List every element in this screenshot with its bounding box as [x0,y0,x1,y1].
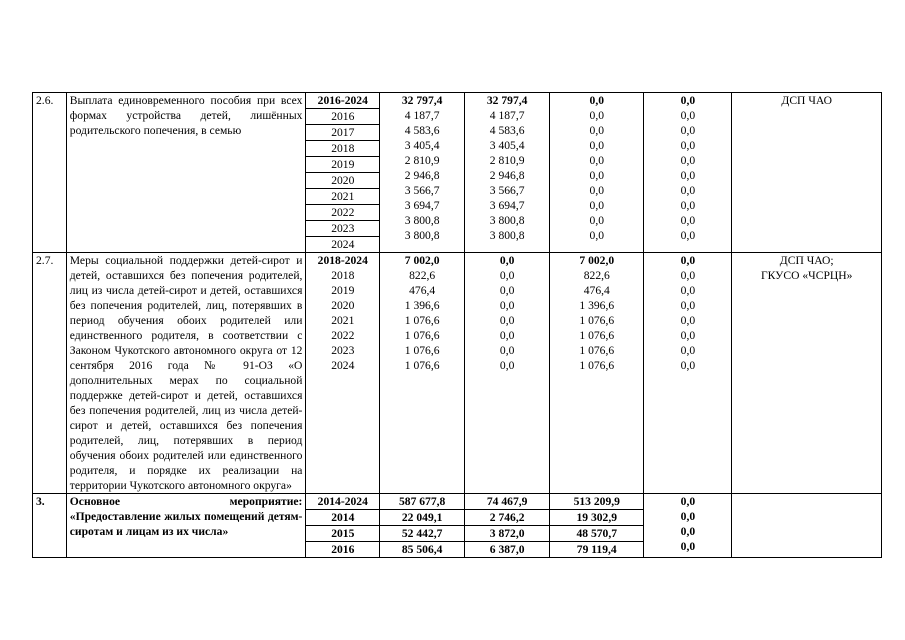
year-cell: 2019 [306,157,379,173]
year-cell: 2015 [306,526,379,542]
year-cell: 2018-2024 [317,254,368,267]
value-cell: 0,0 [680,254,696,267]
value-cell: 3 800,8 [404,229,440,242]
value-cell: 0,0 [680,184,696,197]
value-cell: 0,0 [680,124,696,137]
value-cell: 32 797,4 [401,94,443,107]
value-cell: 0,0 [680,525,696,538]
year-cell: 2022 [306,205,379,221]
other-column [644,494,732,558]
value-cell: 1 396,6 [579,299,615,312]
year-cell: 2022 [331,329,355,342]
value-cell: 52 442,7 [380,526,464,542]
value-cell: 0,0 [499,329,515,342]
item-description: Меры социальной поддержки детей-сирот и детей, оставшихся без попечения родителей, лиц из числа детей-сирот и детей, оставшихся без попечения родителей, лиц, потерявших в период обучения обоих родителей или единственного родителя, в соответствии с Законом Чукотского автономного округа от 12 сентября 2016 года № 91-ОЗ «О дополнительных мерах по социальной поддержке детей-сирот и детей, оставшихся без попечения родителей, лиц из числа детей-сирот и детей, оставшихся без попечения родителей, лиц, потерявших в период обучения обоих родителей или единственного родителя, и порядке их реализации на территории Чукотского автономного округа» [66,253,306,494]
value-cell: 0,0 [589,139,605,152]
value-cell: 0,0 [589,94,605,107]
year-cell: 2017 [306,125,379,141]
value-cell: 1 076,6 [579,344,615,357]
responsible-executor [732,494,882,558]
value-cell: 2 746,2 [465,510,549,526]
value-cell: 0,0 [680,94,696,107]
value-cell: 3 566,7 [489,184,525,197]
value-cell: 0,0 [680,229,696,242]
budget-table [32,92,882,558]
value-cell: 0,0 [499,254,515,267]
value-cell: 0,0 [499,314,515,327]
regional-column [550,93,644,253]
year-cell: 2016 [331,543,355,556]
item-number: 3. [33,494,67,558]
year-cell: 2020 [331,299,355,312]
value-cell: 0,0 [499,344,515,357]
value-cell: 0,0 [589,199,605,212]
value-cell: 0,0 [680,314,696,327]
year-cell: 2019 [331,284,355,297]
main-event-label: Основное мероприятие: [69,495,303,508]
value-cell: 4 187,7 [489,109,525,122]
federal-column [465,253,550,494]
value-cell: 0,0 [680,269,696,282]
regional-column [550,253,644,494]
other-column [644,93,732,253]
years-column [306,93,380,253]
regional-column [550,494,644,558]
value-cell: 0,0 [680,109,696,122]
value-cell: 0,0 [589,184,605,197]
value-cell: 0,0 [589,169,605,182]
value-cell: 1 076,6 [404,344,440,357]
value-cell: 79 119,4 [576,543,617,556]
table-row [33,93,882,253]
value-cell: 32 797,4 [486,94,528,107]
value-cell: 7 002,0 [404,254,440,267]
value-cell: 2 946,8 [404,169,440,182]
other-column [644,253,732,494]
years-column [306,253,380,494]
item-number: 2.6. [33,93,67,253]
value-cell: 2 946,8 [489,169,525,182]
value-cell: 0,0 [680,540,696,553]
value-cell: 74 467,9 [465,494,549,510]
year-cell: 2023 [331,344,355,357]
value-cell: 3 405,4 [489,139,525,152]
year-cell: 2024 [331,359,355,372]
value-cell: 0,0 [680,299,696,312]
federal-column [465,93,550,253]
total-column [380,253,465,494]
value-cell: 1 396,6 [404,299,440,312]
year-cell: 2014 [306,510,379,526]
year-cell: 2016-2024 [306,93,379,109]
item-description [66,494,306,558]
value-cell: 0,0 [680,139,696,152]
value-cell: 0,0 [499,299,515,312]
value-cell: 513 209,9 [550,494,643,510]
years-column [306,494,380,558]
value-cell: 3 872,0 [465,526,549,542]
year-cell: 2024 [331,238,355,251]
value-cell: 3 694,7 [489,199,525,212]
item-description: Выплата единовременного пособия при всех формах устройства детей, лишённых родительского попечения, в семью [66,93,306,253]
value-cell: 0,0 [589,214,605,227]
value-cell: 822,6 [583,269,610,282]
value-cell: 1 076,6 [579,359,615,372]
value-cell: 3 694,7 [404,199,440,212]
value-cell: 0,0 [589,124,605,137]
value-cell: 2 810,9 [489,154,525,167]
total-column [380,494,465,558]
value-cell: 85 506,4 [401,543,443,556]
value-cell: 48 570,7 [550,526,643,542]
year-cell: 2021 [331,314,355,327]
value-cell: 1 076,6 [404,359,440,372]
responsible-executor: ДСП ЧАО [732,93,882,253]
value-cell: 0,0 [589,109,605,122]
value-cell: 22 049,1 [380,510,464,526]
value-cell: 0,0 [680,214,696,227]
year-cell: 2018 [306,141,379,157]
value-cell: 476,4 [409,284,436,297]
value-cell: 0,0 [680,329,696,342]
value-cell: 0,0 [680,510,696,523]
responsible-executor: ДСП ЧАО; ГКУСО «ЧСРЦН» [732,253,882,494]
value-cell: 822,6 [409,269,436,282]
main-event-title: «Предоставление жилых помещений детям-сиротам и лицам из их числа» [69,510,303,538]
value-cell: 0,0 [680,169,696,182]
value-cell: 0,0 [680,344,696,357]
value-cell: 0,0 [680,199,696,212]
item-number: 2.7. [33,253,67,494]
year-cell: 2018 [331,269,355,282]
value-cell: 0,0 [680,359,696,372]
value-cell: 4 187,7 [404,109,440,122]
value-cell: 19 302,9 [550,510,643,526]
value-cell: 0,0 [680,284,696,297]
value-cell: 0,0 [499,284,515,297]
value-cell: 3 800,8 [489,229,525,242]
value-cell: 6 387,0 [489,543,525,556]
year-cell: 2016 [306,109,379,125]
value-cell: 0,0 [680,495,696,508]
value-cell: 1 076,6 [404,329,440,342]
federal-column [465,494,550,558]
value-cell: 476,4 [583,284,610,297]
value-cell: 2 810,9 [404,154,440,167]
value-cell: 1 076,6 [579,314,615,327]
value-cell: 3 800,8 [489,214,525,227]
value-cell: 7 002,0 [579,254,615,267]
value-cell: 1 076,6 [579,329,615,342]
total-column [380,93,465,253]
value-cell: 4 583,6 [489,124,525,137]
year-cell: 2021 [306,189,379,205]
value-cell: 3 566,7 [404,184,440,197]
table-row [33,253,882,494]
value-cell: 0,0 [680,154,696,167]
year-cell: 2020 [306,173,379,189]
year-cell: 2023 [306,221,379,237]
value-cell: 0,0 [499,359,515,372]
year-cell: 2014-2024 [306,494,379,510]
value-cell: 4 583,6 [404,124,440,137]
value-cell: 587 677,8 [380,494,464,510]
value-cell: 3 800,8 [404,214,440,227]
value-cell: 3 405,4 [404,139,440,152]
value-cell: 0,0 [589,154,605,167]
value-cell: 0,0 [499,269,515,282]
value-cell: 1 076,6 [404,314,440,327]
value-cell: 0,0 [589,229,605,242]
table-row [33,494,882,558]
